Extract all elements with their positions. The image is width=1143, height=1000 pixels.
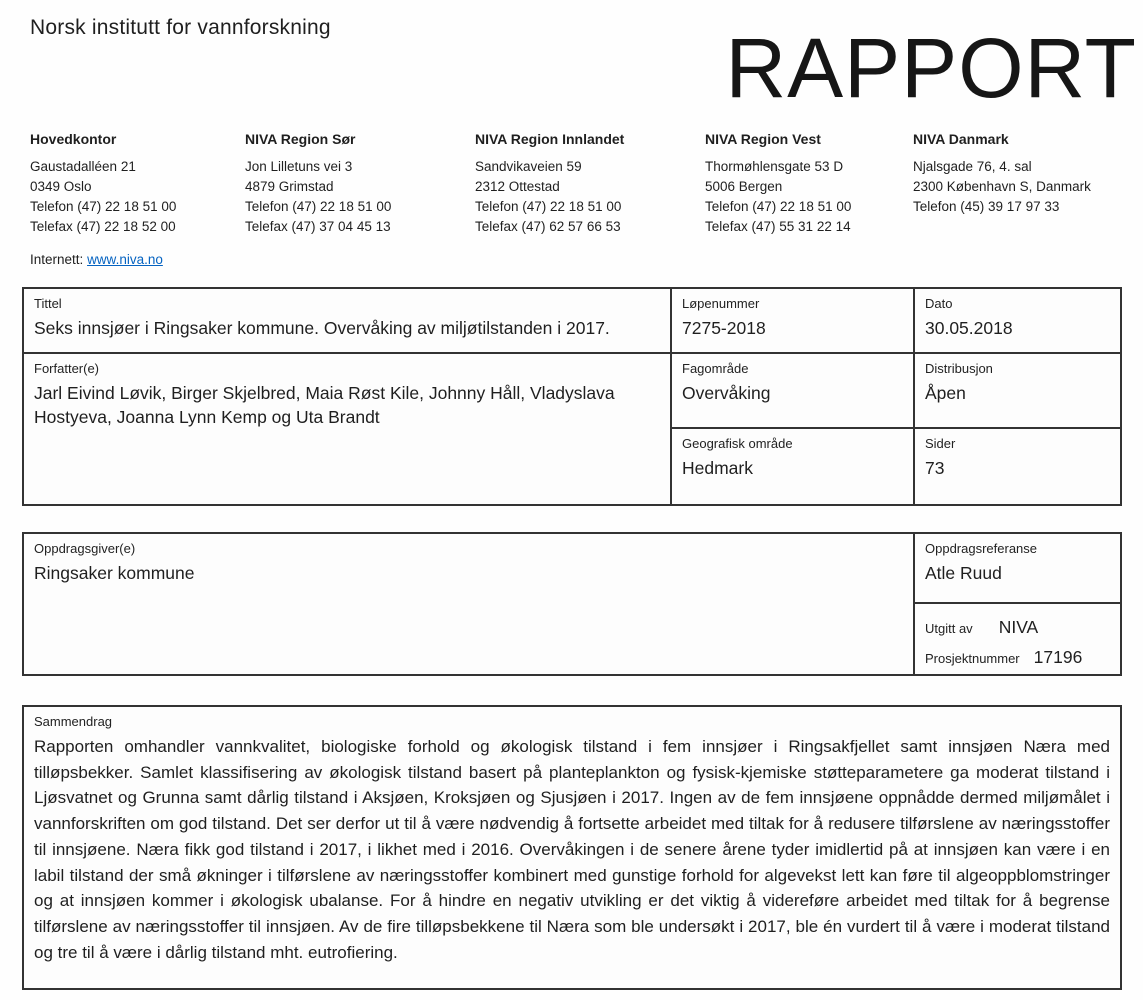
office-address-line: Njalsgade 76, 4. sal	[913, 159, 1032, 174]
office-phone-line: Telefon (47) 22 18 51 00	[30, 199, 177, 214]
cell-utgitt-prosjektnummer	[915, 604, 1120, 674]
cell-dato	[915, 289, 1120, 354]
office-fax-line: Telefax (47) 62 57 66 53	[475, 219, 621, 234]
cell-forfatter	[24, 354, 672, 504]
cell-oppdragsreferanse	[915, 534, 1120, 604]
cell-sammendrag	[24, 707, 1120, 988]
office-address-line: 2312 Ottestad	[475, 179, 560, 194]
cell-lopenummer	[672, 289, 915, 354]
cell-fagomrade	[672, 354, 915, 429]
distribusjon-value: Åpen	[925, 383, 966, 403]
office-address-line: Sandvikaveien 59	[475, 159, 582, 174]
office-name: NIVA Region Sør	[245, 131, 356, 147]
dato-label: Dato	[925, 296, 953, 311]
dato-value: 30.05.2018	[925, 318, 1013, 338]
utgitt-label: Utgitt av	[925, 621, 973, 636]
internet-label: Internett:	[30, 252, 84, 267]
office-column-hovedkontor	[30, 131, 245, 237]
distribusjon-label: Distribusjon	[925, 361, 993, 376]
forfatter-label: Forfatter(e)	[34, 361, 100, 376]
office-address-line: Gaustadalléen 21	[30, 159, 136, 174]
oppdragsreferanse-value: Atle Ruud	[925, 563, 1002, 583]
sider-label: Sider	[925, 436, 956, 451]
oppdragsgiver-value: Ringsaker kommune	[34, 563, 195, 583]
tittel-value: Seks innsjøer i Ringsaker kommune. Overvåking av miljøtilstanden i 2017.	[34, 318, 610, 338]
lopenummer-value: 7275-2018	[682, 318, 766, 338]
niva-website-link[interactable]: www.niva.no	[87, 252, 163, 267]
office-fax-line: Telefax (47) 55 31 22 14	[705, 219, 851, 234]
geografisk-label: Geografisk område	[682, 436, 793, 451]
office-name: NIVA Region Vest	[705, 131, 821, 147]
cell-tittel	[24, 289, 672, 354]
geografisk-value: Hedmark	[682, 458, 753, 478]
oppdragsreferanse-label: Oppdragsreferanse	[925, 541, 1038, 556]
cell-distribusjon	[915, 354, 1120, 429]
fagomrade-label: Fagområde	[682, 361, 749, 376]
prosjektnummer-value: 17196	[1033, 647, 1083, 667]
office-phone-line: Telefon (47) 22 18 51 00	[705, 199, 852, 214]
cell-oppdragsgiver	[24, 534, 915, 674]
lopenummer-label: Løpenummer	[682, 296, 760, 311]
office-name: NIVA Danmark	[913, 131, 1009, 147]
cell-geografisk-omrade	[672, 429, 915, 504]
prosjektnummer-label: Prosjektnummer	[925, 651, 1020, 666]
sammendrag-text: Rapporten omhandler vannkvalitet, biologiske forhold og økologisk tilstand i fem innsjøer i Ringsakfjellet samt innsjøen Næra med tilløpsbekker. Samlet klassifisering av økologisk tilstand basert på planteplankton og fysisk-kjemiske støtteparametere ga moderat tilstand i Ljøsvatnet og Grunna samt dårlig tilstand i Aksjøen, Kroksjøen og Sjusjøen i 2017. Ingen av de fem innsjøene oppnådde dermed miljømålet i vannforskriften om god tilstand. Det ser derfor ut til å være nødvendig å fortsette arbeidet med tiltak for å redusere tilførslene av næringsstoffer til innsjøene. Næra fikk god tilstand i 2017, i likhet med i 2016. Overvåkingen i de senere årene tyder imidlertid på at innsjøen kan være i en labil tilstand der små økninger i tilførslene av næringsstoffer kombinert med gunstige forhold for algevekst lett kan føre til algeoppblomstringer og at innsjøen kommer i økologisk ubalanse. For å hindre en negativ utvikling er det viktig å videreføre arbeidet med tiltak for å begrense tilførslene av næringsstoffer til innsjøen. Av de fire tilløpsbekkene til Næra som ble undersøkt i 2017, ble én vurdert til å være i moderat tilstand og tre til å være i dårlig tilstand mht. eutrofiering.	[34, 737, 1110, 962]
office-phone-line: Telefon (47) 22 18 51 00	[475, 199, 622, 214]
internet-line	[30, 252, 163, 267]
cell-sider	[915, 429, 1120, 504]
office-column-region-vest	[705, 131, 913, 237]
office-phone-line: Telefon (47) 22 18 51 00	[245, 199, 392, 214]
report-title: RAPPORT	[725, 21, 1137, 115]
office-address-block	[30, 131, 1130, 237]
office-fax-line: Telefax (47) 37 04 45 13	[245, 219, 391, 234]
oppdragsgiver-label: Oppdragsgiver(e)	[34, 541, 136, 556]
utgitt-row	[925, 617, 1110, 638]
office-address-line: Jon Lilletuns vei 3	[245, 159, 353, 174]
summary-table	[22, 705, 1122, 990]
office-address-line: 2300 København S, Danmark	[913, 179, 1091, 194]
office-fax-line: Telefax (47) 22 18 52 00	[30, 219, 176, 234]
office-name: NIVA Region Innlandet	[475, 131, 625, 147]
office-address-line: 0349 Oslo	[30, 179, 92, 194]
office-column-danmark	[913, 131, 1130, 237]
forfatter-value: Jarl Eivind Løvik, Birger Skjelbred, Maia Røst Kile, Johnny Håll, Vladyslava Hostyeva, Joanna Lynn Kemp og Uta Brandt	[34, 383, 615, 427]
client-info-table	[22, 532, 1122, 676]
tittel-label: Tittel	[34, 296, 62, 311]
prosjektnummer-row	[925, 647, 1110, 668]
sammendrag-label: Sammendrag	[34, 714, 113, 729]
office-address-line: 4879 Grimstad	[245, 179, 334, 194]
utgitt-value: NIVA	[998, 617, 1039, 637]
institute-name: Norsk institutt for vannforskning	[30, 16, 331, 39]
office-address-line: 5006 Bergen	[705, 179, 783, 194]
sider-value: 73	[925, 458, 945, 478]
office-column-region-innlandet	[475, 131, 705, 237]
report-info-table	[22, 287, 1122, 506]
fagomrade-value: Overvåking	[682, 383, 771, 403]
office-column-region-sor	[245, 131, 475, 237]
office-name: Hovedkontor	[30, 131, 117, 147]
office-phone-line: Telefon (45) 39 17 97 33	[913, 199, 1060, 214]
office-address-line: Thormøhlensgate 53 D	[705, 159, 844, 174]
